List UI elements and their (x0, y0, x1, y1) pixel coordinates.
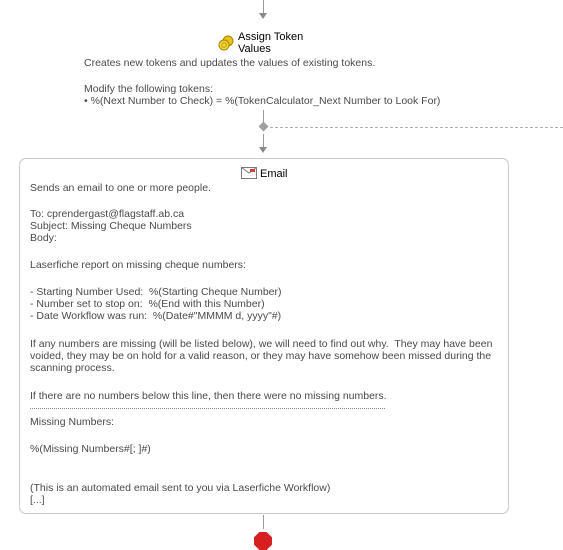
coins-icon (218, 35, 234, 51)
email-activity-card[interactable] (19, 158, 509, 514)
assign-token-title-line1: Assign Token (238, 31, 304, 43)
list-item: - Number set to stop on: %(End with this Number) (30, 298, 265, 310)
connector-top (263, 0, 264, 14)
token-assignment: • %(Next Number to Check) = %(TokenCalculator_Next Number to Look For) (84, 95, 441, 107)
email-paragraph-1-line3: scanning process. (30, 362, 115, 374)
email-subject: Subject: Missing Cheque Numbers (30, 220, 192, 232)
list-item: - Starting Number Used: %(Starting Cheque Number) (30, 286, 282, 298)
email-ellipsis: [...] (30, 494, 45, 506)
assign-token-title-line2: Values (238, 43, 271, 55)
email-icon (241, 167, 257, 179)
email-to: To: cprendergast@flagstaff.ab.ca (30, 208, 185, 220)
assign-token-activity[interactable] (0, 28, 563, 108)
branch-diamond[interactable] (259, 122, 269, 132)
list-item: - Date Workflow was run: %(Date#"MMMM d, yyyy"#) (30, 310, 282, 322)
email-footer: (This is an automated email sent to you via Laserfiche Workflow) (30, 482, 331, 494)
email-separator-line (30, 408, 385, 409)
email-paragraph-2: If there are no numbers below this line, then there were no missing numbers. (30, 390, 387, 402)
connector-middle-lower (263, 134, 264, 148)
connector-middle-upper (263, 110, 264, 122)
stop-icon[interactable] (254, 532, 272, 550)
email-paragraph-1-line2: voided, they may be on hold for a valid reason, or they may have somehow been missed during the (30, 350, 492, 362)
branch-dashed-line (270, 127, 563, 128)
connector-arrow-middle (259, 147, 267, 153)
connector-bottom (263, 515, 264, 529)
missing-numbers-label: Missing Numbers: (30, 416, 115, 428)
assign-token-title (238, 31, 303, 55)
email-paragraph-1-line1: If any numbers are missing (will be listed below), we will need to find out why. They may have been (30, 338, 493, 350)
assign-token-description: Creates new tokens and updates the values of existing tokens. (84, 57, 376, 69)
connector-arrow-top (259, 13, 267, 19)
modify-tokens-label: Modify the following tokens: (84, 83, 213, 95)
missing-numbers-token: %(Missing Numbers#[; ]#) (30, 443, 151, 455)
email-body-intro: Laserfiche report on missing cheque numbers: (30, 259, 246, 271)
email-description: Sends an email to one or more people. (30, 182, 211, 194)
email-body-label: Body: (30, 232, 57, 244)
email-title: Email (260, 168, 288, 180)
